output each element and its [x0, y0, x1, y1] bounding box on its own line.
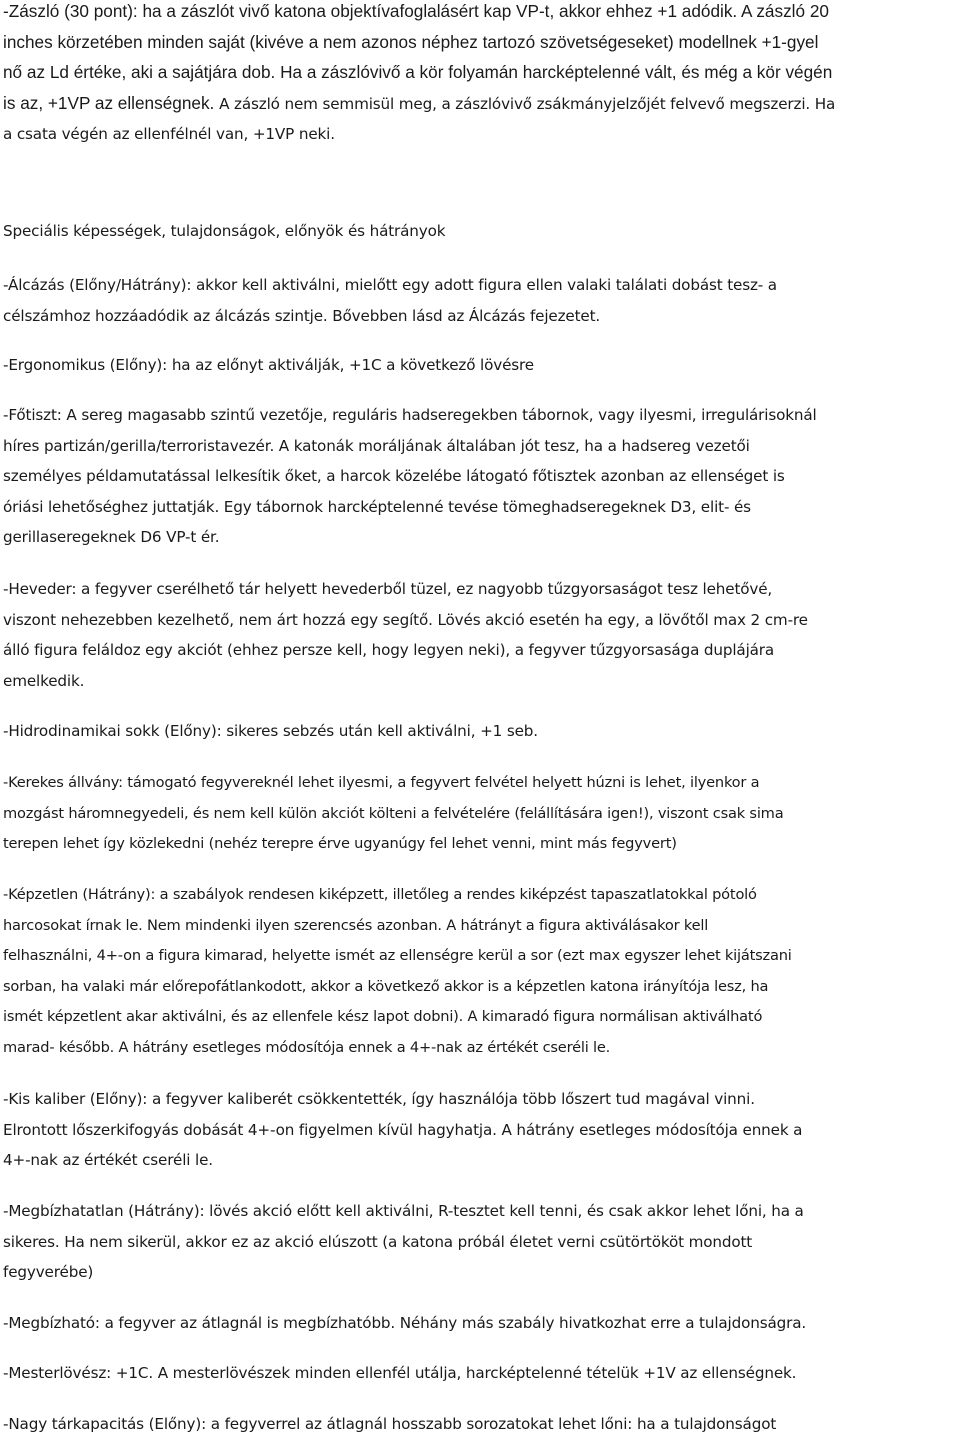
text-line: -Hidrodinamikai sokk (Előny): sikeres sebzés után kell aktiválni, +1 seb. — [3, 722, 538, 740]
ability-alcazas — [3, 270, 958, 331]
section-heading: Speciális képességek, tulajdonságok, előnyök és hátrányok — [3, 222, 446, 240]
text-line: sikeres. Ha nem sikerül, akkor ez az akció elúszott (a katona próbál életet verni csütörtököt mondott — [3, 1232, 753, 1251]
text-line: 4+-nak az értékét cseréli le. — [3, 1151, 213, 1170]
flag-rule-paragraph — [3, 0, 958, 150]
text-line: -Kerekes állvány: támogató fegyvereknél lehet ilyesmi, a fegyvert felvétel helyett húzni is lehet, ilyenkor a — [3, 774, 760, 791]
text-line: -Képzetlen (Hátrány): a szabályok rendesen kiképzett, illetőleg a rendes kiképzést tapaszatlatokkal pótoló — [3, 886, 757, 903]
text-line: terepen lehet így közlekedni (nehéz terepre érve ugyanúgy fel lehet venni, mint más fegyvert) — [3, 835, 677, 853]
ability-mesterlovesz — [3, 1358, 958, 1389]
ability-nagy-tarkapacitas — [3, 1409, 958, 1440]
text-line: -Nagy tárkapacitás (Előny): a fegyverrel az átlagnál hosszabb sorozatokat lehet lőni: ha a tulajdonságot — [3, 1415, 777, 1433]
text-line: harcosokat írnak le. Nem mindenki ilyen szerencsés azonban. A hátrányt a figura aktiválásakor kell — [3, 916, 709, 934]
text-line: a csata végén az ellenfélnél van, +1VP neki. — [3, 125, 335, 144]
ability-fotiszt — [3, 400, 958, 553]
text-line: híres partizán/gerilla/terroristavezér. A katonák moráljának általában jót tesz, ha a hadsereg vezetői — [3, 436, 750, 455]
text-line: gerillaseregeknek D6 VP-t ér. — [3, 528, 220, 547]
ability-heveder — [3, 574, 958, 696]
text-line: -Heveder: a fegyver cserélhető tár helyett hevederből tüzel, ez nagyobb tűzgyorsaságot tesz lehetővé, — [3, 580, 773, 598]
text-line: inches körzetében minden saját (kivéve a nem azonos néphez tartozó szövetségeseket) modellnek +1-gyel — [3, 31, 819, 52]
text-line: viszont nehezebben kezelhető, nem árt hozzá egy segítő. Lövés akció esetén ha egy, a lövőtől max 2 cm-re — [3, 610, 808, 629]
ability-kerekes-allvany — [3, 768, 958, 860]
text-line: marad- később. A hátrány esetleges módosítója ennek a 4+-nak az értékét cseréli le. — [3, 1038, 611, 1056]
text-line: álló figura feláldoz egy akciót (ehhez persze kell, hogy legyen neki), a fegyver tűzgyorsasága duplájára — [3, 641, 775, 660]
ability-hidrodinamikai-sokk — [3, 716, 958, 747]
ability-megbizhatatlan — [3, 1196, 958, 1288]
text-line: felhasználni, 4+-on a figura kimarad, helyette ismét az ellenségre kerül a sor (ezt max egyszer lehet kijátszani — [3, 947, 792, 965]
ability-kepzetlen — [3, 880, 958, 1064]
text-line: Elrontott lőszerkifogyás dobását 4+-on figyelmen kívül hagyhatja. A hátrány esetleges módosítója ennek a — [3, 1120, 803, 1139]
text-line: személyes példamutatással lelkesítik őket, a harcok közelébe látogató főtisztek azonban az ellenséget is — [3, 467, 785, 486]
text-line: -Ergonomikus (Előny): ha az előnyt aktiválják, +1C a következő lövésre — [3, 356, 534, 374]
ability-ergonomikus — [3, 350, 958, 381]
text-line: ismét képzetlent akar aktiválni, és az ellenfele kész lapot dobni). A kimaradó figura normálisan aktiválható — [3, 1008, 763, 1026]
text-line: emelkedik. — [3, 671, 85, 690]
text-line: is az, +1VP az ellenségnek. — [3, 92, 220, 113]
ability-megbizhato — [3, 1308, 958, 1339]
text-line: -Zászló (30 pont): ha a zászlót vivő katona objektívafoglalásért kap VP-t, akkor ehhez +1 adódik. A zászló 20 — [3, 1, 829, 21]
text-line: -Mesterlövész: +1C. A mesterlövészek minden ellenfél utálja, harcképtelenné tételük +1V az ellenségnek. — [3, 1364, 797, 1382]
text-line: -Megbízható: a fegyver az átlagnál is megbízhatóbb. Néhány más szabály hivatkozhat erre a tulajdonságra. — [3, 1314, 807, 1332]
text-line: -Álcázás (Előny/Hátrány): akkor kell aktiválni, mielőtt egy adott figura ellen valaki találati dobást tesz- a — [3, 276, 777, 294]
ability-kis-kaliber — [3, 1084, 958, 1176]
text-line: fegyverébe) — [3, 1263, 94, 1282]
text-line: A zászló nem semmisül meg, a zászlóvivő zsákmányjelzőjét felvevő megszerzi. Ha — [219, 94, 836, 113]
text-line: óriási lehetőséghez juttatják. Egy tábornok harcképtelenné tevése tömeghadseregeknek D3, elit- és — [3, 497, 751, 516]
text-line: sorban, ha valaki már előrepofátlankodott, akkor a következő akkor is a képzetlen katona irányítója lesz, ha — [3, 977, 769, 995]
text-line: nő az Ld értéke, aki a sajátjára dob. Ha a zászlóvivő a kör folyamán harcképtelenné vált, és még a kör végén — [3, 62, 833, 83]
text-line: -Kis kaliber (Előny): a fegyver kaliberét csökkentették, így használója több lőszert tud magával vinni. — [3, 1090, 755, 1108]
text-line: mozgást háromnegyedeli, és nem kell külön akciót költeni a felvételére (felállítására igen!), viszont csak sima — [3, 804, 784, 822]
text-line: -Főtiszt: A sereg magasabb szintű vezetője, reguláris hadseregekben tábornok, vagy ilyesmi, irregulárisoknál — [3, 406, 817, 424]
text-line: -Megbízhatatlan (Hátrány): lövés akció előtt kell aktiválni, R-tesztet kell tenni, és csak akkor lehet lőni, ha a — [3, 1202, 804, 1220]
text-line: célszámhoz hozzáadódik az álcázás szintje. Bővebben lásd az Álcázás fejezetet. — [3, 306, 601, 325]
